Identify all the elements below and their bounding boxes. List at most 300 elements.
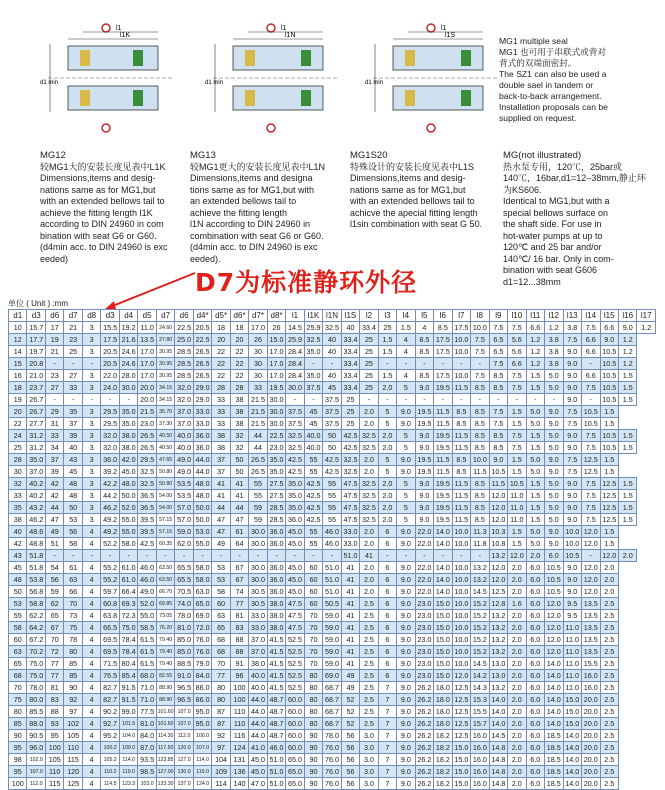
table-cell: 8.5 [415,370,433,382]
table-cell: 59.0 [175,526,193,538]
table-header-cell: l3 [378,310,396,322]
table-cell: 22 [212,346,230,358]
table-cell: 68 [212,634,230,646]
table-cell: 51.8 [27,550,45,562]
table-cell: 40 [9,526,27,538]
table-cell: 35.0 [27,454,45,466]
table-cell: 17.5 [434,370,452,382]
table-cell: 109 [212,766,230,778]
table-cell: 25 [341,394,359,406]
table-cell: 15.0 [434,670,452,682]
table-cell: 62 [45,598,63,610]
table-cell: 22.0 [415,562,433,574]
table-cell: - [101,550,119,562]
table-cell: 120.0 [175,742,193,754]
table-cell: 6.0 [526,574,544,586]
table-cell: 28.4 [286,346,304,358]
table-cell: 12.5 [600,502,618,514]
table-cell: 4 [82,526,100,538]
table-cell: 4 [82,610,100,622]
table-cell: - [230,550,248,562]
table-cell: 49.0 [175,454,193,466]
table-cell: 71.0 [138,694,156,706]
table-cell: 47.5 [286,622,304,634]
table-cell: 13.5 [582,598,600,610]
table-cell: 20.0 [582,718,600,730]
table-cell: 90.2 [101,706,119,718]
table-cell: - [378,550,396,562]
table-cell: 21.5 [138,406,156,418]
table-cell: 47 [212,514,230,526]
table-cell: 19.5 [434,490,452,502]
table-cell: 2.5 [600,646,618,658]
table-cell: 16.0 [471,766,489,778]
table-cell: 101.60 [156,718,174,730]
table-cell: 45.0 [249,754,267,766]
table-cell: 3.0 [360,778,378,790]
table-cell: 13.5 [582,622,600,634]
table-cell: 95.0 [193,718,211,730]
table-cell: 20.5 [101,346,119,358]
table-cell: 67 [230,574,248,586]
table-cell: 1.2 [526,346,544,358]
table-cell: 38.0 [119,442,137,454]
table-cell: 9.0 [397,718,415,730]
table-cell: 76.5 [101,670,119,682]
table-cell: - [45,550,63,562]
table-cell: 2.0 [508,694,526,706]
table-cell: 53 [212,574,230,586]
table-cell: 4 [82,646,100,658]
table-cell: 10.0 [452,634,470,646]
table-cell: 19.5 [415,406,433,418]
table-cell: 12.0 [545,610,563,622]
table-cell: 30 [249,358,267,370]
drawings-row [38,4,508,144]
mg12-dim-d1: d1 min [40,80,59,86]
table-cell: 95.2 [101,730,119,742]
table-cell: 3.8 [545,334,563,346]
table-cell: 36.0 [267,586,285,598]
table-cell: 6.0 [526,646,544,658]
table-header-cell: d1 [9,310,27,322]
table-row [9,382,656,394]
table-cell: 65 [212,622,230,634]
table-cell: 51.0 [267,766,285,778]
table-cell: 100.2 [101,742,119,754]
table-cell: 3.0 [360,754,378,766]
table-cell: 36.0 [267,526,285,538]
table-cell: 44.0 [249,706,267,718]
side-note-line: The SZ1 can also be used a [499,69,607,79]
table-cell: 50.80 [156,478,174,490]
table-cell: 26.2 [415,694,433,706]
table-cell: 51.0 [341,550,359,562]
table-cell: 49 [212,538,230,550]
table-cell: 32.5 [360,490,378,502]
table-cell: 41.5 [267,682,285,694]
table-cell: 9.0 [397,562,415,574]
table-cell: 9.0 [397,598,415,610]
table-cell: 7.5 [582,514,600,526]
desc-line: achieve the fitting length l1K [40,207,153,218]
table-cell: 41 [341,586,359,598]
table-cell: 63.50 [156,574,174,586]
table-cell: 7.5 [471,346,489,358]
table-cell: 3.8 [563,322,581,334]
table-cell: 9.0 [563,394,581,406]
table-cell: 68 [212,646,230,658]
table-cell: 140 [230,778,248,790]
table-cell: 30.0 [286,382,304,394]
table-cell: 97 [212,742,230,754]
table-cell: 53.8 [27,574,45,586]
table-cell: 115 [64,754,82,766]
table-header-cell: l16 [618,310,636,322]
table-header-cell: l17 [637,310,656,322]
table-cell: 85.5 [27,706,45,718]
table-cell: 50.0 [119,490,137,502]
table-cell: 48.7 [267,706,285,718]
side-note-line: supplied on request. [499,113,577,123]
table-cell: 44 [249,430,267,442]
table-cell: 96 [230,670,248,682]
table-cell: 88.90 [156,694,174,706]
table-cell: 90 [304,766,322,778]
table-cell: 18.0 [434,682,452,694]
table-cell: 9.0 [397,694,415,706]
table-cell: 19.5 [267,382,285,394]
table-cell: 76.0 [323,742,341,754]
table-cell: 52.5 [286,634,304,646]
table-cell: 9.0 [545,526,563,538]
table-cell: 64 [230,538,248,550]
table-cell: 11.5 [452,514,470,526]
table-cell: 14 [9,346,27,358]
table-cell: 6 [378,562,396,574]
table-cell: 86.0 [193,682,211,694]
table-cell: 22.0 [415,538,433,550]
table-cell: 18.5 [545,778,563,790]
table-cell: 41 [212,478,230,490]
table-cell: 2.0 [508,562,526,574]
table-cell: 48.7 [267,718,285,730]
table-cell: 4 [397,370,415,382]
table-cell: 112.0 [27,778,45,790]
desc-line: Identical to MG1,but with a [503,196,610,206]
table-cell: 9.0 [397,526,415,538]
table-cell: 38 [230,418,248,430]
table-cell: 27 [45,382,63,394]
table-cell: 35.70 [156,406,174,418]
table-cell: 9.0 [600,334,618,346]
table-cell: 92 [64,694,82,706]
table-cell: 3 [82,322,100,334]
table-cell: 20.0 [582,694,600,706]
table-cell: 4 [82,694,100,706]
mg12-dim-l1: l1 [116,25,122,32]
table-cell: 43 [9,550,27,562]
table-cell: 35.0 [286,490,304,502]
table-cell: 9.0 [618,322,636,334]
table-cell: 41.0 [249,742,267,754]
table-cell: 2.5 [360,718,378,730]
table-cell: 133.30 [156,778,174,790]
table-cell: 20 [9,406,27,418]
table-cell: - [175,550,193,562]
table-cell: 23.0 [415,610,433,622]
table-cell: 33 [212,406,230,418]
mg1s20-drawing [363,4,503,144]
table-cell: 13.2 [489,622,507,634]
table-cell: 14.5 [286,322,304,334]
table-cell: 40 [323,346,341,358]
table-cell: 9.0 [563,490,581,502]
table-cell: 19.2 [119,322,137,334]
desc-line: the shaft side. For use in [503,219,602,229]
table-cell: 43 [64,454,82,466]
table-cell: 36.0 [267,562,285,574]
table-cell: 29.5 [101,406,119,418]
table-cell: 20.0 [582,742,600,754]
table-cell: 18.2 [434,778,452,790]
desc-line: l1sin combination with seat G 50. [350,219,483,229]
table-cell: 16.0 [471,778,489,790]
table-cell: 32.0 [175,394,193,406]
table-cell: 92.7 [101,718,119,730]
table-cell: - [452,550,470,562]
table-cell: 14.5 [489,730,507,742]
table-header-cell: l2 [360,310,378,322]
table-cell: 80.4 [119,658,137,670]
table-cell: 18.2 [434,754,452,766]
table-cell: 4 [82,766,100,778]
table-cell: - [286,394,304,406]
table-cell: 2.0 [508,754,526,766]
table-cell: 33 [45,430,63,442]
table-cell: 34 [45,442,63,454]
table-cell: 44.2 [101,490,119,502]
table-header-cell: d3 [101,310,119,322]
table-cell: 9.5 [563,598,581,610]
table-cell: 26.5 [193,358,211,370]
table-cell: 25 [341,406,359,418]
table-cell: 61.5 [138,646,156,658]
table-cell: 30.5 [249,586,267,598]
table-cell: 35 [9,502,27,514]
table-cell: 2.0 [508,646,526,658]
table-cell: 11.5 [489,478,507,490]
table-cell: 19.5 [415,418,433,430]
annotation-arrow [100,265,200,315]
table-cell: 61.0 [119,562,137,574]
table-cell: 5.0 [526,406,544,418]
table-cell: 1.5 [618,478,636,490]
table-cell: 88 [45,706,63,718]
table-cell: 2.0 [360,454,378,466]
table-cell: 22.0 [415,526,433,538]
table-cell: 6.0 [526,766,544,778]
table-cell: 5.6 [508,334,526,346]
desc-line: with an extended bellows tail to [350,196,475,206]
table-cell: 21 [64,322,82,334]
table-cell: 48.8 [27,538,45,550]
table-cell: 7 [378,718,396,730]
table-cell: 19.5 [434,430,452,442]
table-cell: 125 [64,778,82,790]
table-cell: 32.5 [360,442,378,454]
table-cell: 66 [64,586,82,598]
table-cell: 12.0 [489,490,507,502]
table-cell: 81.0 [175,622,193,634]
table-cell: 9.0 [397,406,415,418]
table-cell: 11.5 [452,490,470,502]
table-cell: 80 [304,718,322,730]
table-cell: 23.0 [415,622,433,634]
table-cell: 60.0 [286,742,304,754]
table-cell: 37.5 [304,382,322,394]
table-cell: 69.5 [101,646,119,658]
table-cell: 69.5 [101,634,119,646]
table-cell: 27.7 [27,418,45,430]
table-cell: 28.5 [175,346,193,358]
table-cell: 9.0 [563,586,581,598]
table-cell: 1.5 [600,526,618,538]
table-header-cell: d5 [138,310,156,322]
table-cell: 30.0 [249,526,267,538]
table-cell: 2.5 [360,622,378,634]
table-cell: 39.5 [138,514,156,526]
table-header-cell: l1 [286,310,304,322]
table-cell: 18.2 [434,742,452,754]
table-cell: 32.5 [138,466,156,478]
table-cell: 39 [45,466,63,478]
table-cell: 92 [212,730,230,742]
table-cell: - [582,394,600,406]
table-cell: 4 [82,574,100,586]
table-cell: 42.2 [101,478,119,490]
table-cell: 36.0 [286,514,304,526]
table-cell: 41 [341,562,359,574]
table-row [9,778,656,790]
table-cell: 8.5 [471,514,489,526]
table-cell: 35.0 [286,478,304,490]
table-row [9,526,656,538]
table-cell: 3 [82,478,100,490]
table-cell: 6 [378,610,396,622]
table-cell: 26 [267,322,285,334]
table-header-cell: l11 [526,310,544,322]
table-cell: 47.5 [341,478,359,490]
table-cell: 14.0 [545,670,563,682]
table-row [9,694,656,706]
table-cell: 2.0 [360,526,378,538]
table-cell: 9.0 [397,706,415,718]
table-cell: 11.8 [471,538,489,550]
table-cell: 65.0 [286,766,304,778]
table-cell: 80 [304,670,322,682]
table-cell: 79.40 [156,658,174,670]
table-cell: 8.5 [489,442,507,454]
table-cell: 56 [341,742,359,754]
table-cell: 44.0 [193,466,211,478]
table-cell: 18 [212,322,230,334]
table-cell: 78 [64,634,82,646]
table-cell: - [304,394,322,406]
table-cell: 33.0 [341,526,359,538]
table-cell: 5 [397,478,415,490]
table-cell: 37 [212,466,230,478]
table-cell: 4 [82,754,100,766]
table-cell: 18.5 [545,730,563,742]
table-cell: 53.5 [175,478,193,490]
table-cell: 1.5 [526,370,544,382]
table-cell: 19.5 [434,442,452,454]
table-cell: 80 [212,682,230,694]
table-cell: - [471,550,489,562]
table-cell: 12.5 [452,730,470,742]
table-cell: 105 [45,754,63,766]
table-cell: 33.0 [249,622,267,634]
table-cell: 1.2 [526,358,544,370]
table-cell: 7.5 [563,406,581,418]
table-cell: 63.50 [156,562,174,574]
table-cell: 26.7 [27,394,45,406]
table-cell: 3.0 [360,766,378,778]
table-cell: 44.0 [249,694,267,706]
table-cell: 1.5 [526,442,544,454]
table-cell: 51.0 [323,562,341,574]
table-cell: 12.5 [600,514,618,526]
table-cell: 1.6 [508,598,526,610]
table-cell: 30.95 [156,358,174,370]
table-cell: 20.0 [138,382,156,394]
table-header-cell: l7 [452,310,470,322]
table-cell: 60.0 [286,718,304,730]
table-cell: 29.5 [138,454,156,466]
table-cell: 10.0 [452,370,470,382]
side-note-line: 背式的双端面密封。 [499,58,577,68]
table-cell: 54 [45,562,63,574]
table-cell: 26.2 [415,766,433,778]
table-cell: 37.0 [249,634,267,646]
table-cell: 14.0 [434,526,452,538]
table-cell: 17.0 [267,370,285,382]
table-cell: 110 [45,766,63,778]
desc-line: an extended bellows tail to [190,196,297,206]
table-cell: 85 [64,658,82,670]
table-cell: 41.5 [267,634,285,646]
table-cell: 8.5 [452,406,470,418]
table-cell: 6.0 [526,730,544,742]
table-cell: 32.5 [360,514,378,526]
table-cell: 82.7 [101,694,119,706]
table-cell: 17.5 [434,346,452,358]
desc-mg1s20 [350,150,500,231]
table-cell: 42.5 [138,538,156,550]
table-cell: 20 [212,334,230,346]
table-cell: 9.0 [397,466,415,478]
table-cell: 32.5 [341,466,359,478]
table-cell: 55 [249,478,267,490]
table-row [9,670,656,682]
table-cell: 52 [341,694,359,706]
table-cell: 10.0 [452,538,470,550]
table-cell: 80 [304,682,322,694]
table-cell: 66.4 [119,586,137,598]
table-cell: 3 [82,442,100,454]
table-cell: 15.5 [101,322,119,334]
